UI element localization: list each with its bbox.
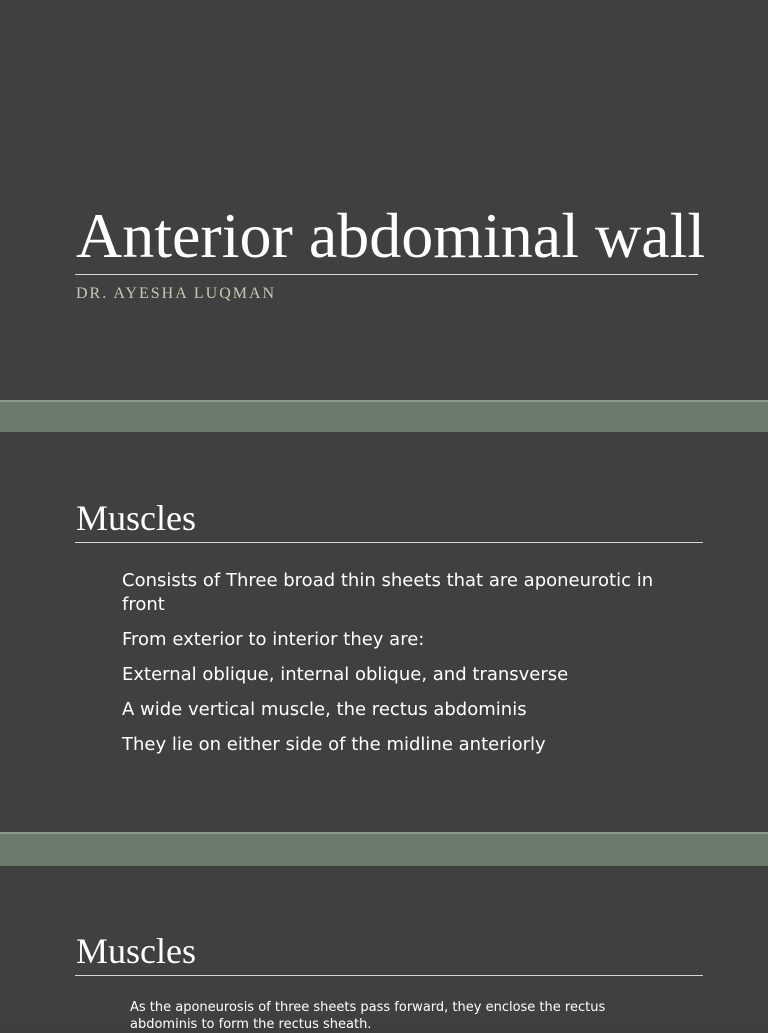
- bullet-item: From exterior to interior they are:: [122, 629, 425, 650]
- heading-divider: [75, 975, 703, 976]
- author-subtitle: DR. AYESHA LUQMAN: [76, 285, 277, 302]
- bullet-item: They lie on either side of the midline anteriorly: [122, 734, 546, 755]
- body-text: As the aponeurosis of three sheets pass forward, they enclose the rectus abdominis to form the rectus sheath.: [130, 1000, 606, 1032]
- heading-divider: [75, 542, 703, 543]
- slide-muscles: [0, 432, 768, 832]
- slide-heading: Muscles: [76, 931, 196, 971]
- slide-separator: [0, 832, 768, 866]
- bullet-item: External oblique, internal oblique, and transverse: [122, 664, 569, 685]
- slide-separator: [0, 400, 768, 432]
- slide-title: [0, 0, 768, 400]
- slide-muscles-continued: [0, 866, 768, 1032]
- title-divider: [75, 274, 698, 275]
- slide-heading: Muscles: [76, 498, 196, 538]
- bullet-item: Consists of Three broad thin sheets that are aponeurotic in front: [122, 570, 654, 615]
- bullet-item: A wide vertical muscle, the rectus abdominis: [122, 699, 527, 720]
- bullet-list: [122, 569, 662, 768]
- presentation-title: Anterior abdominal wall: [76, 200, 706, 271]
